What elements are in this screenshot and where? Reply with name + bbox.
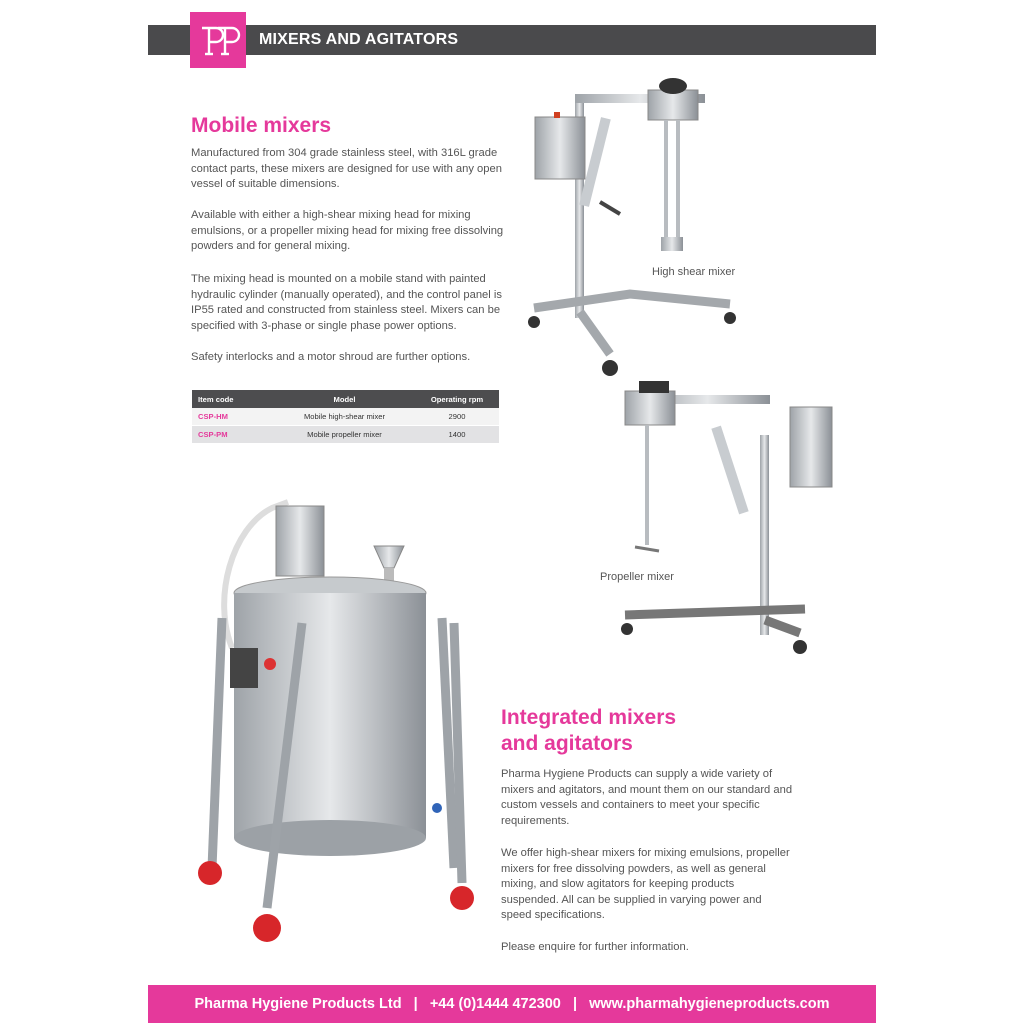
model-cell: Mobile high-shear mixer (274, 408, 415, 426)
col-header-model: Model (274, 390, 415, 408)
propeller-mixer-image (605, 375, 845, 675)
mobile-paragraph-3: The mixing head is mounted on a mobile stand with painted hydraulic cylinder (manually operated), and the control panel is IP55 rated and constructed from stainless steel. Mixers can be specified with 3-phase or single phase power options. (191, 273, 502, 332)
col-header-rpm: Operating rpm (415, 390, 499, 408)
integrated-paragraph-1: Pharma Hygiene Products can supply a wide variety of mixers and agitators, and mount them on our standard and custom vessels and containers to meet your specific requirements. (501, 768, 793, 827)
footer-phone: +44 (0)1444 472300 (429, 996, 561, 1012)
integrated-paragraph-3: Please enquire for further information. (501, 941, 689, 953)
item-code-cell: CSP-PM (192, 426, 274, 444)
heading-line-2: and agitators (501, 732, 633, 755)
caption-propeller-mixer: Propeller mixer (600, 571, 674, 583)
section-heading-mobile-mixers: Mobile mixers (191, 114, 332, 137)
heading-line-1: Integrated mixers (501, 706, 677, 729)
pp-monogram-logo (190, 12, 246, 68)
rpm-cell: 2900 (415, 408, 499, 426)
table-row (192, 426, 499, 444)
mixing-vessel-image (192, 488, 488, 963)
table-row (192, 408, 499, 426)
integrated-paragraph-2: We offer high-shear mixers for mixing emulsions, propeller mixers for free dissolving powders, as well as general mixing, and slow agitators for keeping products suspended. All can be supplied in varying power and speed specifications. (501, 847, 790, 921)
model-cell: Mobile propeller mixer (274, 426, 415, 444)
section-heading-integrated-mixers (501, 705, 676, 757)
caption-high-shear-mixer: High shear mixer (652, 266, 736, 278)
mobile-paragraph-2: Available with either a high-shear mixing head for mixing emulsions, or a propeller mixing head for mixing free dissolving powders and for general mixing. (191, 209, 504, 252)
high-shear-mixer-image (520, 72, 760, 382)
spec-table (192, 390, 499, 443)
footer-bar (148, 985, 876, 1023)
item-code-cell: CSP-HM (192, 408, 274, 426)
col-header-item-code: Item code (192, 390, 274, 408)
mobile-paragraph-4: Safety interlocks and a motor shroud are further options. (191, 351, 471, 363)
footer-website: www.pharmahygieneproducts.com (589, 996, 830, 1012)
page-title: MIXERS AND AGITATORS (259, 31, 459, 48)
footer-company: Pharma Hygiene Products Ltd (194, 996, 402, 1012)
footer-separator: | (572, 996, 578, 1012)
mobile-paragraph-1: Manufactured from 304 grade stainless steel, with 316L grade contact parts, these mixers are designed for use with any open vessel of suitable dimensions. (191, 147, 502, 190)
table-header-row (192, 390, 499, 408)
header-bar (148, 25, 876, 55)
rpm-cell: 1400 (415, 426, 499, 444)
footer-separator: | (413, 996, 418, 1012)
